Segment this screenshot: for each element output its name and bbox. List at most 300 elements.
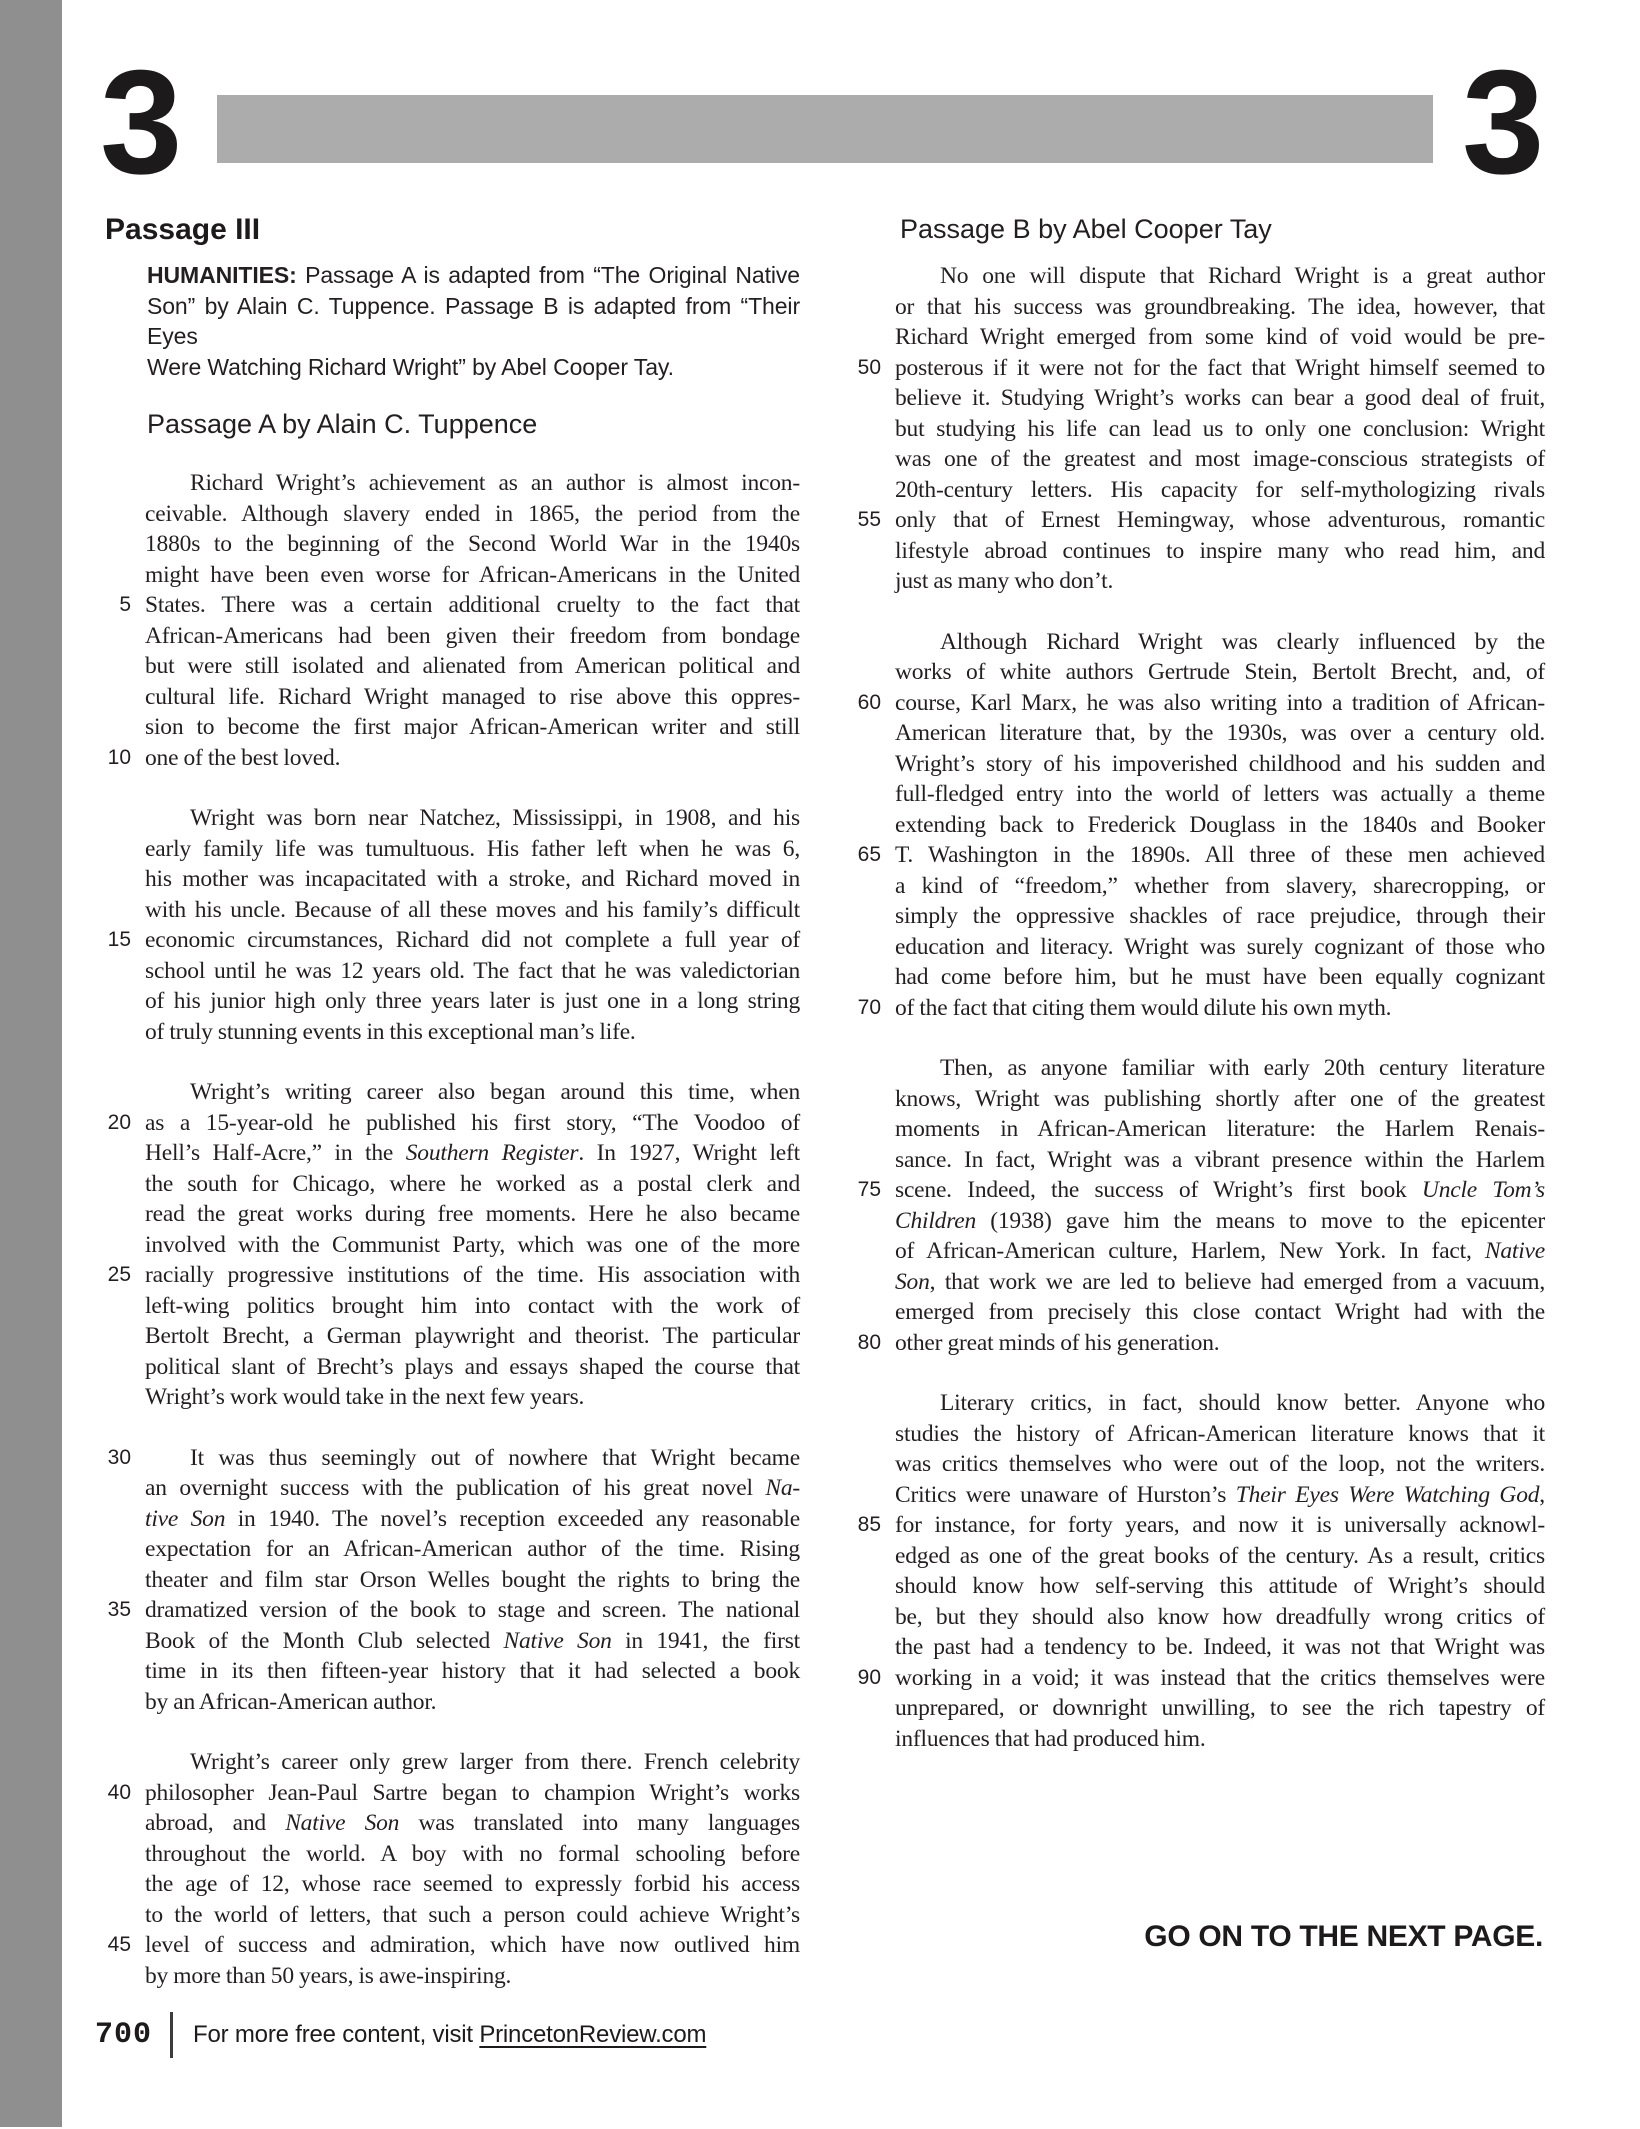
text-segment: Although Richard Wright was clearly influenced by the bbox=[940, 628, 1545, 655]
line-number bbox=[105, 1473, 145, 1504]
text-segment: early family life was tumultuous. His father left when he was 6, bbox=[145, 835, 800, 862]
line-number bbox=[855, 1693, 895, 1724]
line-text bbox=[145, 682, 800, 713]
line-number bbox=[855, 871, 895, 902]
line-text bbox=[895, 871, 1545, 902]
text-segment: but studying his life can lead us to only one conclusion: Wright bbox=[895, 415, 1545, 442]
text-segment: his mother was incapacitated with a stroke, and Richard moved in bbox=[145, 866, 800, 892]
text-segment: Passage A is adapted from “The Original Native bbox=[296, 262, 800, 288]
text-segment: moments in African-American literature: the Harlem Renais- bbox=[895, 1116, 1545, 1142]
line-text bbox=[145, 529, 800, 560]
line-number bbox=[855, 383, 895, 414]
text-segment: Richard Wright’s achievement as an author is almost incon- bbox=[190, 470, 800, 496]
line-text bbox=[145, 1747, 800, 1778]
passage-line bbox=[855, 1114, 1545, 1145]
passage-line bbox=[105, 651, 800, 682]
passage-line bbox=[855, 962, 1545, 993]
passage-line bbox=[105, 1565, 800, 1596]
text-segment: sance. In fact, Wright was a vibrant presence within the Harlem bbox=[895, 1146, 1545, 1173]
passage-line bbox=[105, 986, 800, 1017]
line-text bbox=[895, 932, 1545, 963]
line-number bbox=[105, 834, 145, 865]
text-segment: one of the best loved. bbox=[145, 744, 341, 771]
passage-line bbox=[105, 1077, 800, 1108]
passage-line bbox=[105, 712, 800, 743]
line-text bbox=[145, 1138, 800, 1169]
page-number: 700 bbox=[95, 2018, 153, 2052]
text-segment: was translated into many languages bbox=[399, 1810, 801, 1836]
line-number bbox=[855, 1480, 895, 1511]
italic-title-text: Their Eyes Were Watching God bbox=[1235, 1481, 1540, 1508]
text-segment: in 1940. The novel’s reception exceeded any reasonable bbox=[225, 1505, 800, 1532]
line-number: 30 bbox=[107, 1445, 131, 1469]
passage-a-body bbox=[105, 468, 800, 1991]
line-number bbox=[105, 895, 145, 926]
line-text bbox=[895, 1541, 1545, 1572]
passage-line bbox=[855, 414, 1545, 445]
passage-line bbox=[105, 1839, 800, 1870]
line-text bbox=[895, 627, 1545, 658]
line-text bbox=[145, 986, 800, 1017]
passage-line bbox=[105, 560, 800, 591]
passage-line bbox=[855, 871, 1545, 902]
text-segment: had come before him, but he must have been equally cognizant bbox=[895, 964, 1545, 990]
line-number bbox=[855, 901, 895, 932]
passage-line bbox=[105, 1900, 800, 1931]
line-text bbox=[895, 566, 1545, 597]
text-segment: should know how self-serving this attitude of Wright’s should bbox=[895, 1573, 1545, 1599]
passage-line bbox=[105, 925, 800, 956]
line-number: 45 bbox=[107, 1933, 131, 1956]
passage-line bbox=[855, 1571, 1545, 1602]
text-segment: extending back to Frederick Douglass in the 1840s and Booker bbox=[895, 811, 1545, 838]
passage-line bbox=[855, 1724, 1545, 1755]
text-segment: an overnight success with the publication of his great novel bbox=[145, 1475, 766, 1501]
passage-line bbox=[105, 621, 800, 652]
text-segment: the age of 12, whose race seemed to expressly forbid his access bbox=[145, 1871, 800, 1897]
passage-line bbox=[855, 901, 1545, 932]
passage-line bbox=[855, 1206, 1545, 1237]
line-number bbox=[855, 292, 895, 323]
passage-line bbox=[105, 1443, 800, 1474]
line-text bbox=[145, 1808, 800, 1839]
line-number bbox=[105, 1382, 145, 1413]
line-number bbox=[855, 1053, 895, 1084]
line-text bbox=[895, 1632, 1545, 1663]
text-segment: in 1941, the first bbox=[611, 1627, 800, 1654]
passage-line bbox=[105, 1260, 800, 1291]
line-number bbox=[105, 1230, 145, 1261]
text-segment: No one will dispute that Richard Wright is a great author bbox=[940, 263, 1545, 289]
passage-line bbox=[855, 1175, 1545, 1206]
line-text bbox=[895, 1297, 1545, 1328]
line-number bbox=[855, 475, 895, 506]
line-number bbox=[105, 956, 145, 987]
text-segment: read the great works during free moments. Here he also became bbox=[145, 1201, 800, 1227]
italic-title-text: Uncle Tom’s bbox=[1421, 1177, 1545, 1203]
line-number bbox=[105, 1321, 145, 1352]
text-segment: (1938) gave him the means to move to the epicenter bbox=[976, 1207, 1545, 1234]
text-segment: , that work we are led to believe had emerged from a vacuum, bbox=[929, 1268, 1545, 1295]
line-text bbox=[145, 1778, 800, 1809]
line-text bbox=[895, 1663, 1545, 1694]
text-segment: racially progressive institutions of the time. His association with bbox=[145, 1262, 800, 1288]
passage-line bbox=[105, 864, 800, 895]
passage-line bbox=[105, 1230, 800, 1261]
passage-line bbox=[105, 1504, 800, 1535]
line-text bbox=[895, 1145, 1545, 1176]
line-number bbox=[105, 1534, 145, 1565]
line-number bbox=[855, 1236, 895, 1267]
line-text bbox=[145, 956, 800, 987]
italic-title-text: Southern Register bbox=[405, 1140, 579, 1166]
line-text bbox=[145, 1534, 800, 1565]
line-number bbox=[855, 1602, 895, 1633]
passage-line bbox=[855, 810, 1545, 841]
passage-line bbox=[105, 499, 800, 530]
passage-line bbox=[855, 1236, 1545, 1267]
passage-line bbox=[855, 932, 1545, 963]
line-text bbox=[895, 414, 1545, 445]
passage-line bbox=[105, 1382, 800, 1413]
line-number bbox=[105, 1961, 145, 1992]
line-text bbox=[145, 743, 800, 774]
left-edge-bar bbox=[0, 0, 62, 2127]
passage-line bbox=[855, 1480, 1545, 1511]
passage-line bbox=[855, 718, 1545, 749]
text-segment: 1880s to the beginning of the Second World War in the 1940s bbox=[145, 531, 800, 557]
line-number bbox=[855, 932, 895, 963]
text-segment: expectation for an African-American author of the time. Rising bbox=[145, 1536, 800, 1562]
line-text bbox=[145, 1900, 800, 1931]
line-number: 10 bbox=[107, 745, 131, 769]
footer-text bbox=[193, 2023, 706, 2047]
line-text bbox=[895, 1480, 1545, 1511]
passage-line bbox=[855, 383, 1545, 414]
line-number bbox=[105, 1900, 145, 1931]
passage-line bbox=[855, 1145, 1545, 1176]
text-segment: school until he was 12 years old. The fact that he was valedictorian bbox=[145, 957, 800, 984]
text-segment: edged as one of the great books of the century. As a result, critics bbox=[895, 1542, 1545, 1569]
line-text bbox=[145, 864, 800, 895]
line-text bbox=[147, 291, 800, 352]
line-number bbox=[105, 1199, 145, 1230]
passage-b-title: Passage B by Abel Cooper Tay bbox=[900, 214, 1272, 244]
line-text bbox=[145, 1230, 800, 1261]
line-number bbox=[855, 1388, 895, 1419]
line-number bbox=[855, 566, 895, 597]
line-text bbox=[895, 1724, 1545, 1755]
line-text bbox=[895, 993, 1545, 1024]
line-text bbox=[145, 651, 800, 682]
line-text bbox=[895, 322, 1545, 353]
line-number bbox=[855, 261, 895, 292]
passage-line bbox=[855, 1267, 1545, 1298]
italic-title-text: Son bbox=[895, 1268, 930, 1295]
line-number bbox=[105, 1077, 145, 1108]
line-number: 5 bbox=[119, 593, 131, 616]
line-number bbox=[855, 1267, 895, 1298]
line-text bbox=[145, 1321, 800, 1352]
text-segment: Wright’s story of his impoverished childhood and his sudden and bbox=[895, 750, 1545, 777]
line-number bbox=[855, 810, 895, 841]
passage-line bbox=[855, 1602, 1545, 1633]
italic-title-text: Native bbox=[1484, 1238, 1545, 1264]
passage-line bbox=[105, 1808, 800, 1839]
footer-text-label: For more free content, visit bbox=[193, 2021, 480, 2048]
passage-line bbox=[105, 1291, 800, 1322]
line-number bbox=[105, 1839, 145, 1870]
line-text bbox=[145, 1352, 800, 1383]
passage-line bbox=[105, 1352, 800, 1383]
text-segment: scene. Indeed, the success of Wright’s first book bbox=[895, 1177, 1422, 1203]
passage-line bbox=[105, 1138, 800, 1169]
text-segment: theater and film star Orson Welles bought the rights to bring the bbox=[145, 1566, 800, 1593]
line-text bbox=[145, 1839, 800, 1870]
text-segment: lifestyle abroad continues to inspire many who read him, and bbox=[895, 537, 1545, 564]
passage-line bbox=[855, 261, 1545, 292]
line-text bbox=[895, 1388, 1545, 1419]
text-segment: be, but they should also know how dreadfully wrong critics of bbox=[895, 1603, 1545, 1630]
line-number bbox=[105, 1138, 145, 1169]
text-segment: involved with the Communist Party, which was one of the more bbox=[145, 1231, 800, 1258]
text-segment: Wright’s career only grew larger from there. French celebrity bbox=[190, 1749, 800, 1775]
text-segment: was one of the greatest and most image-conscious strategists of bbox=[895, 446, 1545, 472]
passage-line bbox=[105, 590, 800, 621]
line-text bbox=[145, 468, 800, 499]
passage-line bbox=[855, 1419, 1545, 1450]
passage-line bbox=[105, 1961, 800, 1992]
line-text bbox=[895, 749, 1545, 780]
passage-line bbox=[105, 1017, 800, 1048]
passage-line bbox=[855, 1328, 1545, 1359]
line-number: 15 bbox=[107, 928, 131, 951]
line-text bbox=[895, 1419, 1545, 1450]
text-segment: throughout the world. A boy with no formal schooling before bbox=[145, 1840, 800, 1867]
line-number bbox=[105, 1626, 145, 1657]
text-segment: by more than 50 years, is awe-inspiring. bbox=[145, 1962, 512, 1989]
line-number: 80 bbox=[857, 1330, 881, 1354]
line-number bbox=[105, 1869, 145, 1900]
text-segment: working in a void; it was instead that the critics themselves were bbox=[895, 1664, 1545, 1691]
text-segment: of the fact that citing them would dilute his own myth. bbox=[895, 994, 1392, 1021]
text-segment: cultural life. Richard Wright managed to rise above this oppres- bbox=[145, 683, 800, 710]
passage-line bbox=[105, 1747, 800, 1778]
line-text bbox=[895, 901, 1545, 932]
line-text bbox=[145, 1626, 800, 1657]
text-segment: of his junior high only three years later is just one in a long string bbox=[145, 988, 800, 1014]
line-text bbox=[895, 353, 1545, 384]
text-segment: Wright’s work would take in the next few years. bbox=[145, 1384, 585, 1410]
line-number bbox=[105, 1656, 145, 1687]
passage-line bbox=[105, 1534, 800, 1565]
line-number bbox=[855, 444, 895, 475]
text-segment: just as many who don’t. bbox=[895, 568, 1114, 594]
line-text bbox=[895, 1114, 1545, 1145]
line-number bbox=[105, 682, 145, 713]
line-text bbox=[145, 590, 800, 621]
passage-line bbox=[855, 688, 1545, 719]
passage-paragraph bbox=[855, 1388, 1545, 1754]
line-number bbox=[855, 322, 895, 353]
bold-lead-in: HUMANITIES: bbox=[147, 262, 297, 288]
line-number bbox=[105, 1808, 145, 1839]
passage-line bbox=[105, 1626, 800, 1657]
text-segment: States. There was a certain additional cruelty to the fact that bbox=[145, 592, 800, 618]
text-segment: African-Americans had been given their freedom from bondage bbox=[145, 622, 800, 649]
text-segment: Literary critics, in fact, should know better. Anyone who bbox=[940, 1390, 1545, 1416]
passage-line bbox=[147, 352, 800, 383]
line-text bbox=[147, 260, 800, 291]
passage-paragraph bbox=[855, 261, 1545, 597]
line-text bbox=[145, 925, 800, 956]
passage-line bbox=[855, 1632, 1545, 1663]
text-segment: to the world of letters, that such a person could achieve Wright’s bbox=[145, 1901, 800, 1928]
text-segment: simply the oppressive shackles of race prejudice, through their bbox=[895, 903, 1545, 929]
header-gray-bar bbox=[217, 95, 1433, 163]
line-text bbox=[145, 1656, 800, 1687]
text-segment: but were still isolated and alienated from American political and bbox=[145, 653, 800, 679]
text-segment: Book of the Month Club selected bbox=[145, 1627, 504, 1654]
passage-line bbox=[105, 1778, 800, 1809]
passage-line bbox=[855, 657, 1545, 688]
text-segment: by an African-American author. bbox=[145, 1688, 437, 1715]
passage-line bbox=[105, 1869, 800, 1900]
line-text bbox=[895, 383, 1545, 414]
line-text bbox=[145, 1017, 800, 1048]
passage-line bbox=[855, 1084, 1545, 1115]
line-number bbox=[855, 1571, 895, 1602]
text-segment: 20th-century letters. His capacity for self-mythologizing rivals bbox=[895, 476, 1545, 503]
text-segment: American literature that, by the 1930s, was over a century old. bbox=[895, 720, 1545, 746]
line-number bbox=[105, 499, 145, 530]
line-number bbox=[855, 1449, 895, 1480]
italic-title-text: Native Son bbox=[285, 1810, 400, 1836]
text-segment: time in its then fifteen-year history that it had selected a book bbox=[145, 1658, 800, 1684]
passage-line bbox=[105, 1169, 800, 1200]
text-segment: knows, Wright was publishing shortly after one of the greatest bbox=[895, 1085, 1545, 1112]
text-segment: of African-American culture, Harlem, New York. In fact, bbox=[895, 1238, 1485, 1264]
text-segment: a kind of “freedom,” whether from slavery, sharecropping, or bbox=[895, 872, 1545, 899]
line-text bbox=[895, 962, 1545, 993]
italic-title-text: tive Son bbox=[145, 1505, 226, 1532]
passage-line bbox=[855, 322, 1545, 353]
line-text bbox=[895, 1449, 1545, 1480]
line-text bbox=[147, 352, 800, 383]
text-segment: , bbox=[1539, 1481, 1545, 1508]
passage-line bbox=[105, 743, 800, 774]
text-segment: or that his success was groundbreaking. The idea, however, that bbox=[895, 293, 1545, 320]
left-column bbox=[105, 212, 800, 1991]
go-on-notice: GO ON TO THE NEXT PAGE. bbox=[1144, 1920, 1543, 1953]
passage-line bbox=[855, 840, 1545, 871]
line-number bbox=[105, 1352, 145, 1383]
italic-title-text: Na- bbox=[765, 1475, 800, 1501]
line-text bbox=[895, 840, 1545, 871]
line-text bbox=[145, 1108, 800, 1139]
passage-line bbox=[147, 291, 800, 352]
passage-line bbox=[105, 529, 800, 560]
text-segment: philosopher Jean-Paul Sartre began to champion Wright’s works bbox=[145, 1779, 800, 1806]
line-text bbox=[145, 1504, 800, 1535]
passage-line bbox=[855, 353, 1545, 384]
passage-line bbox=[855, 444, 1545, 475]
line-number bbox=[855, 1145, 895, 1176]
passage-line bbox=[855, 1663, 1545, 1694]
line-text bbox=[145, 1260, 800, 1291]
line-number: 85 bbox=[857, 1513, 881, 1536]
line-number bbox=[855, 1724, 895, 1755]
text-segment: sion to become the first major African-American writer and still bbox=[145, 714, 800, 740]
line-text bbox=[145, 1961, 800, 1992]
passage-line bbox=[105, 1656, 800, 1687]
passage-paragraph bbox=[855, 627, 1545, 1024]
line-number bbox=[105, 1169, 145, 1200]
section-number-left: 3 bbox=[100, 40, 178, 205]
line-number bbox=[105, 1291, 145, 1322]
text-segment: for instance, for forty years, and now it is universally acknowl- bbox=[895, 1512, 1545, 1538]
line-text bbox=[145, 1291, 800, 1322]
line-text bbox=[145, 1382, 800, 1413]
line-number bbox=[105, 468, 145, 499]
text-segment: unprepared, or downright unwilling, to see the rich tapestry of bbox=[895, 1695, 1545, 1721]
line-number: 60 bbox=[857, 690, 881, 714]
passage-line bbox=[105, 682, 800, 713]
line-text bbox=[145, 1199, 800, 1230]
passage-paragraph bbox=[105, 803, 800, 1047]
line-text bbox=[895, 810, 1545, 841]
line-number bbox=[105, 651, 145, 682]
text-segment: Wright’s writing career also began around this time, when bbox=[190, 1079, 800, 1105]
text-segment: Hell’s Half-Acre,” in the bbox=[145, 1140, 406, 1166]
passage-line bbox=[105, 1687, 800, 1718]
line-number: 75 bbox=[857, 1178, 881, 1201]
line-text bbox=[145, 1473, 800, 1504]
line-number: 50 bbox=[857, 355, 881, 379]
line-number bbox=[855, 962, 895, 993]
passage-heading: Passage III bbox=[105, 213, 261, 246]
footer bbox=[95, 2012, 706, 2058]
line-text bbox=[895, 1602, 1545, 1633]
line-text bbox=[145, 499, 800, 530]
passage-line bbox=[855, 749, 1545, 780]
passage-line bbox=[855, 566, 1545, 597]
passage-a-title: Passage A by Alain C. Tuppence bbox=[147, 409, 538, 439]
passage-paragraph bbox=[105, 1077, 800, 1413]
passage-line bbox=[855, 1449, 1545, 1480]
line-text bbox=[145, 560, 800, 591]
text-segment: economic circumstances, Richard did not complete a full year of bbox=[145, 927, 800, 953]
princeton-review-link[interactable]: PrincetonReview.com bbox=[479, 2021, 707, 2048]
passage-line bbox=[855, 1053, 1545, 1084]
text-segment: It was thus seemingly out of nowhere that Wright became bbox=[190, 1444, 800, 1471]
text-segment: left-wing politics brought him into contact with the work of bbox=[145, 1292, 800, 1319]
line-number: 70 bbox=[857, 995, 881, 1019]
passage-line bbox=[855, 779, 1545, 810]
line-text bbox=[895, 1267, 1545, 1298]
line-text bbox=[895, 1328, 1545, 1359]
passage-line bbox=[105, 1199, 800, 1230]
line-number: 65 bbox=[857, 843, 881, 866]
line-text bbox=[895, 536, 1545, 567]
text-segment: with his uncle. Because of all these moves and his family’s difficult bbox=[145, 896, 800, 923]
passage-line bbox=[105, 803, 800, 834]
line-number bbox=[105, 1504, 145, 1535]
text-segment: dramatized version of the book to stage and screen. The national bbox=[145, 1597, 800, 1623]
line-number bbox=[105, 1565, 145, 1596]
passage-line bbox=[105, 1473, 800, 1504]
line-text bbox=[145, 895, 800, 926]
